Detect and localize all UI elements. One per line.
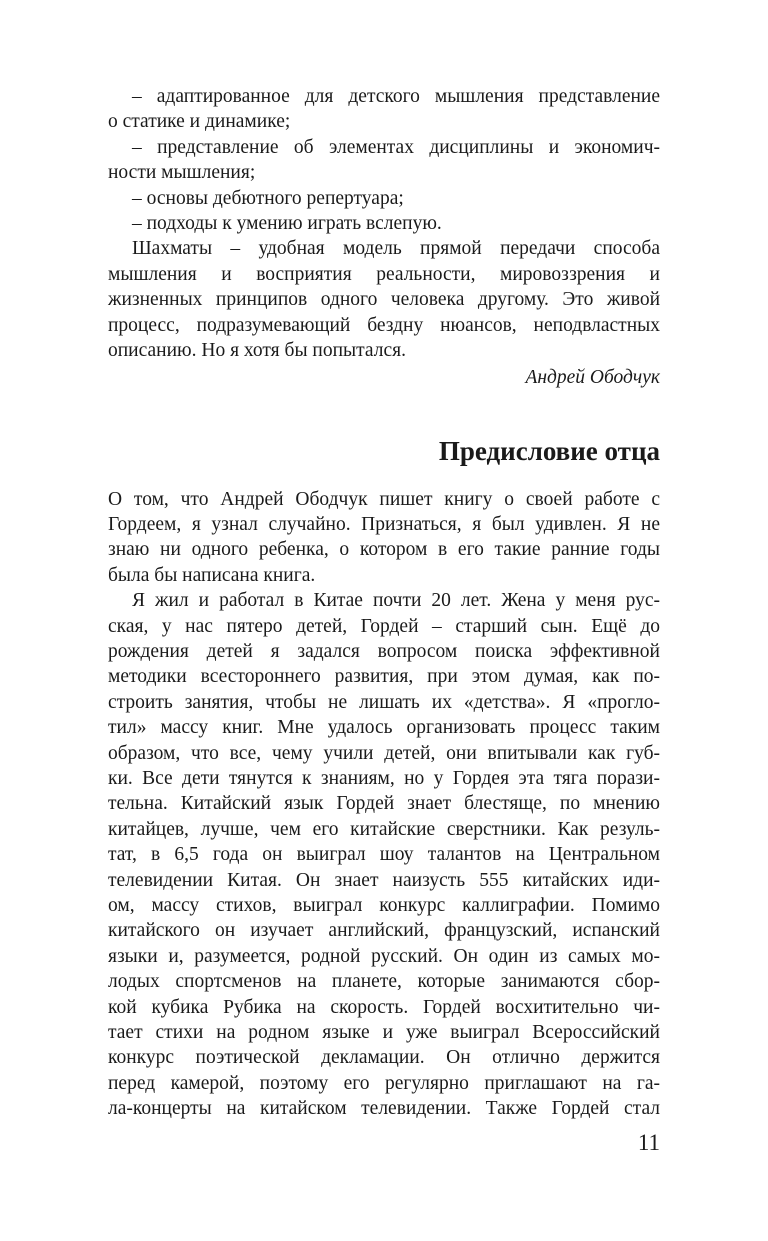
text-line: телевидении Китая. Он знает наизусть 555 китайских иди- [108, 869, 660, 891]
text-line: Шахматы – удобная модель прямой передачи способа [132, 238, 660, 260]
text-line: знаю ни одного ребенка, о котором в его такие ранние годы [108, 539, 660, 561]
list-item [108, 84, 660, 135]
text-line: тат, в 6,5 года он выиграл шоу талантов на Центральном [108, 844, 660, 866]
text-line: о статике и динамике; [108, 111, 291, 133]
text-line: тает стихи на родном языке и уже выиграл Всероссийский [108, 1021, 660, 1043]
list-item [108, 186, 660, 211]
text-line: жизненных принципов одного человека другому. Это живой [108, 289, 660, 311]
text-line: рождения детей я задался вопросом поиска эффективной [108, 641, 660, 663]
text-line: ности мышления; [108, 162, 256, 184]
text-line: О том, что Андрей Ободчук пишет книгу о своей работе с [108, 488, 660, 510]
text-line: мышления и восприятия реальности, мировоззрения и [108, 263, 660, 285]
text-line: – подходы к умению играть вслепую. [132, 212, 442, 234]
text-line: описанию. Но я хотя бы попытался. [108, 339, 406, 361]
text-line: ки. Все дети тянутся к знаниям, но у Гордея эта тяга порази- [108, 767, 660, 789]
text-line: ом, массу стихов, выиграл конкурс каллиграфии. Помимо [108, 894, 660, 916]
section-title: Предисловие отца [438, 435, 660, 466]
text-line: конкурс поэтической декламации. Он отлично держится [108, 1047, 660, 1069]
text-line: – представление об элементах дисциплины и экономич- [132, 136, 660, 158]
text-line: языки и, разумеется, родной русский. Он один из самых мо- [108, 945, 660, 967]
author-signature: Андрей Ободчук [525, 367, 660, 389]
text-line: китайского он изучает английский, французский, испанский [108, 920, 660, 942]
text-line: образом, что все, чему учили детей, они впитывали как губ- [108, 742, 660, 764]
text-line: кой кубика Рубика на скорость. Гордей восхитительно чи- [108, 996, 660, 1018]
section-paragraph [108, 588, 660, 1121]
book-page [108, 84, 660, 1121]
list-item [108, 211, 660, 236]
text-line: методики всестороннего развития, при этом думая, как по- [108, 666, 660, 688]
text-line: была бы написана книга. [108, 564, 316, 586]
page-number: 11 [637, 1130, 660, 1155]
text-line: ла-концерты на китайском телевидении. Также Гордей стал [108, 1098, 660, 1120]
text-line: тельна. Китайский язык Гордей знает блестяще, по мнению [108, 793, 660, 815]
text-line: процесс, подразумевающий бездну нюансов, неподвластных [108, 314, 660, 336]
text-line: ская, у нас пятеро детей, Гордей – старший сын. Ещё до [108, 615, 660, 637]
text-line: перед камерой, поэтому его регулярно приглашают на га- [108, 1072, 660, 1094]
section-paragraph [108, 487, 660, 589]
intro-paragraph [108, 236, 660, 363]
text-line: Я жил и работал в Китае почти 20 лет. Жена у меня рус- [132, 590, 660, 612]
text-line: – адаптированное для детского мышления представление [132, 86, 660, 107]
text-line: – основы дебютного репертуара; [132, 187, 404, 209]
text-line: тил» массу книг. Мне удалось организовать процесс таким [108, 717, 660, 739]
list-item [108, 135, 660, 186]
text-line: Гордеем, я узнал случайно. Признаться, я был удивлен. Я не [108, 514, 660, 536]
text-line: строить занятия, чтобы не лишать их «детства». Я «прогло- [108, 691, 660, 713]
text-line: лодых спортсменов на планете, которые занимаются сбор- [108, 971, 660, 993]
text-line: китайцев, лучше, чем его китайские сверстники. Как резуль- [108, 818, 660, 840]
